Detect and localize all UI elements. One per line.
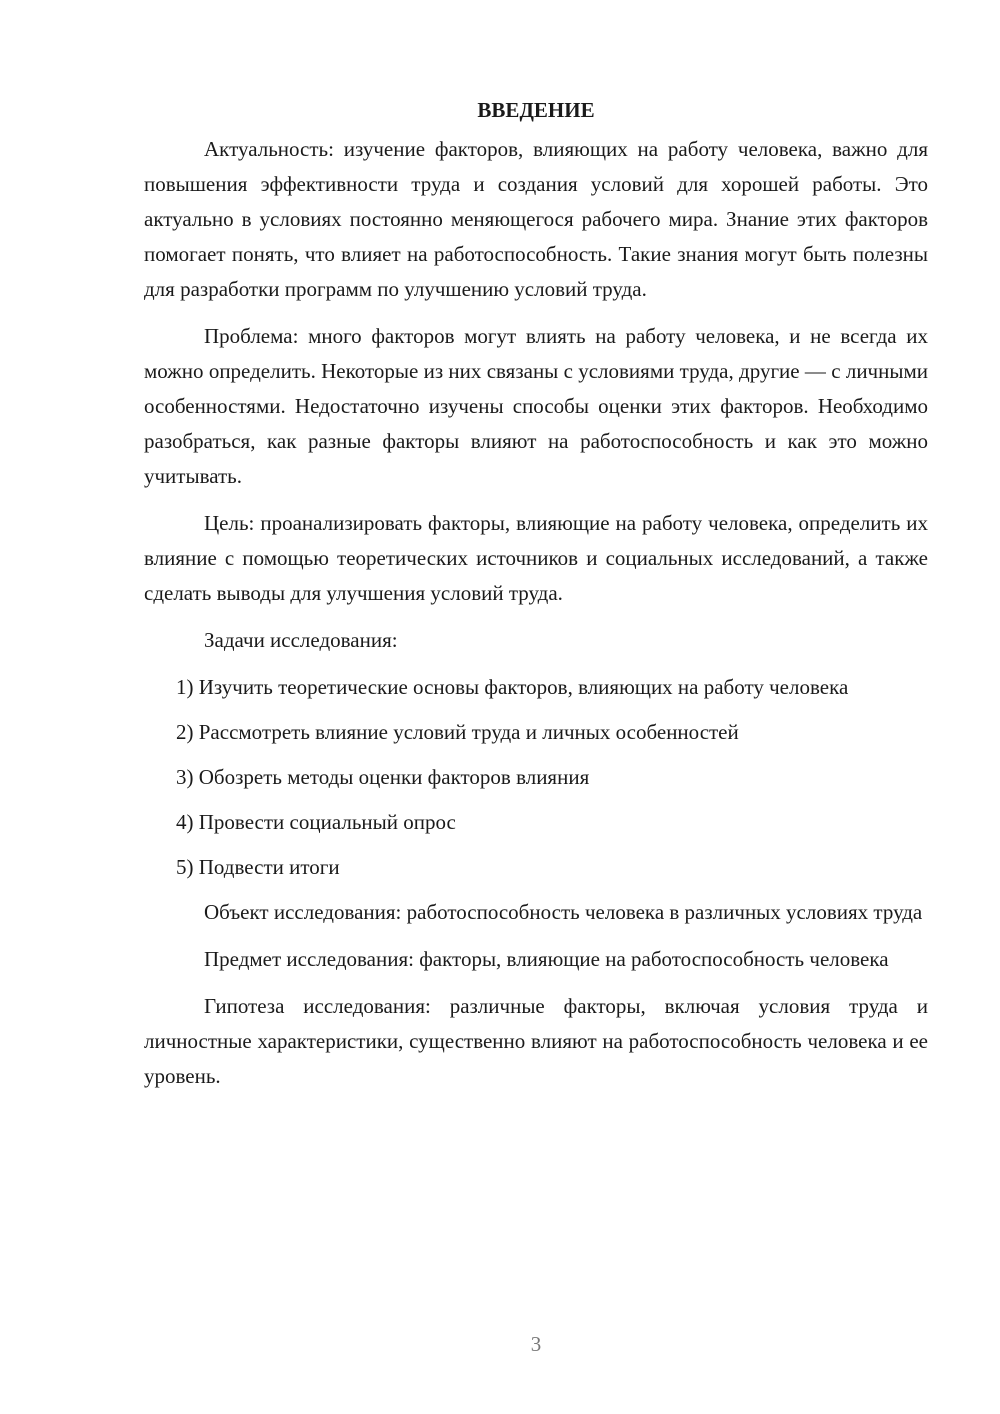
document-page	[144, 92, 928, 1106]
task-item: 5) Подвести итоги	[176, 855, 340, 879]
goal-paragraph: Цель: проанализировать факторы, влияющие на работу человека, определить их влияние с помощью теоретических источников и социальных исследований, а также сделать выводы для улучшения условий труда.	[144, 511, 928, 605]
section-title: ВВЕДЕНИЕ	[477, 98, 595, 122]
problem-paragraph: Проблема: много факторов могут влиять на работу человека, и не всегда их можно определить. Некоторые из них связаны с условиями труда, другие — с личными особенностями. Недостаточно изучены способы оценки этих факторов. Необходимо разобраться, как разные факторы влияют на работоспособность и как это можно учитывать.	[144, 324, 928, 488]
page-number: 3	[530, 1332, 542, 1356]
subject-paragraph: Предмет исследования: факторы, влияющие на работоспособность человека	[204, 947, 889, 971]
tasks-heading: Задачи исследования:	[204, 628, 398, 652]
task-item: 3) Обозреть методы оценки факторов влияния	[176, 765, 590, 789]
hypothesis-paragraph: Гипотеза исследования: различные факторы, включая условия труда и личностные характеристики, существенно влияют на работоспособность человека и ее уровень.	[144, 994, 928, 1088]
relevance-paragraph: Актуальность: изучение факторов, влияющих на работу человека, важно для повышения эффективности труда и создания условий для хорошей работы. Это актуально в условиях постоянно меняющегося рабочего мира. Знание этих факторов помогает понять, что влияет на работоспособность. Такие знания могут быть полезны для разработки программ по улучшению условий труда.	[144, 137, 928, 301]
task-item: 1) Изучить теоретические основы факторов, влияющих на работу человека	[176, 675, 849, 699]
task-item: 4) Провести социальный опрос	[176, 810, 456, 834]
tasks-list	[144, 670, 928, 885]
object-paragraph: Объект исследования: работоспособность человека в различных условиях труда	[204, 900, 923, 924]
task-item: 2) Рассмотреть влияние условий труда и личных особенностей	[176, 720, 739, 744]
